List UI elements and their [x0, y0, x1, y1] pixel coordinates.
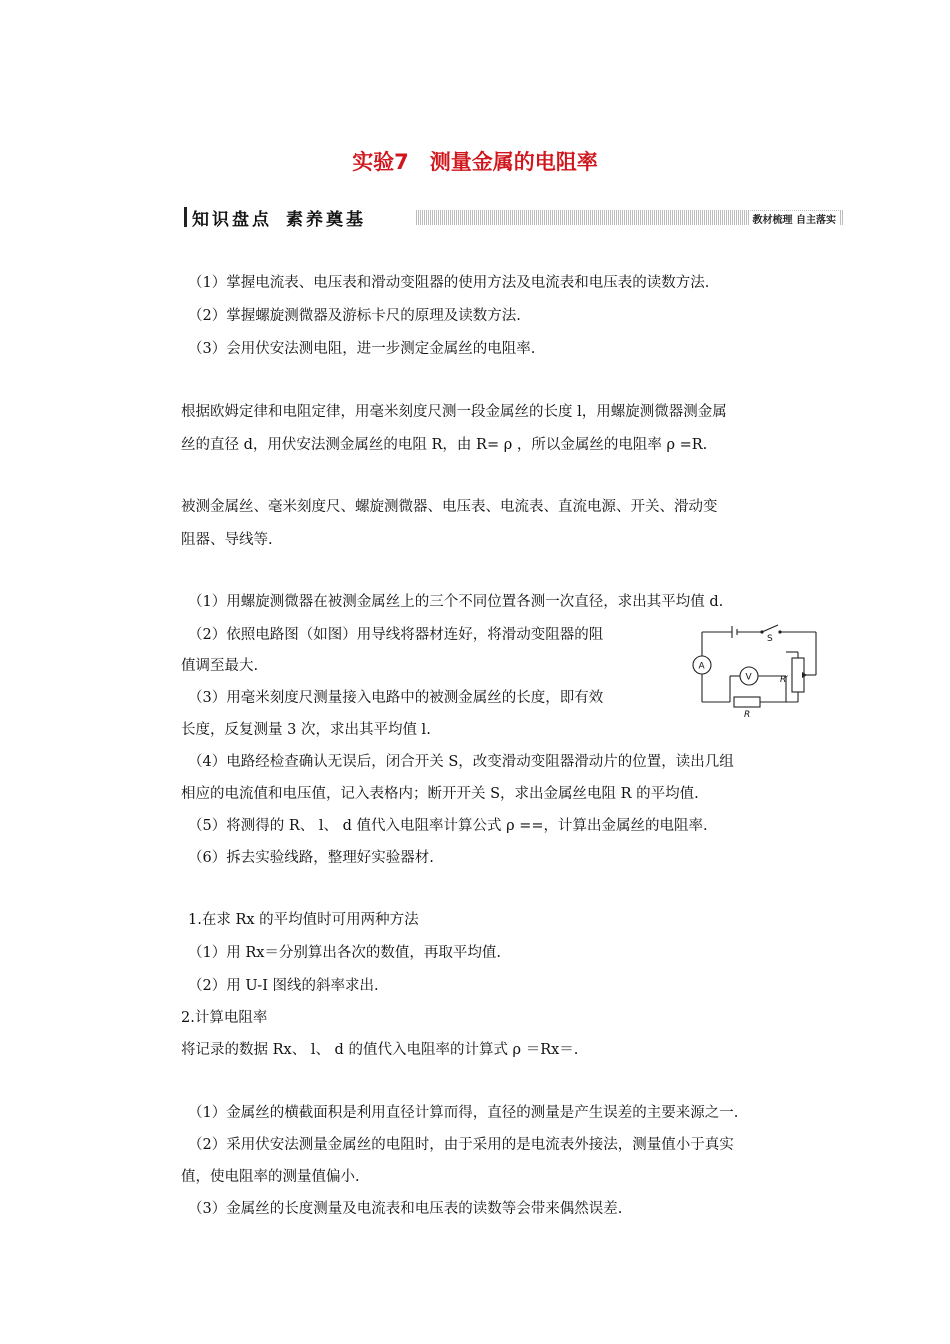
- page-title: 实验7 测量金属的电阻率: [352, 150, 598, 174]
- step-line: 值调至最大.: [181, 658, 259, 674]
- equipment-line: 阻器、导线等.: [181, 532, 273, 548]
- objective-line: （1）掌握电流表、电压表和滑动变阻器的使用方法及电流表和电压表的读数方法.: [188, 275, 710, 291]
- processing-line: （2）用 U-I 图线的斜率求出.: [188, 978, 379, 994]
- switch-label: S: [767, 634, 773, 644]
- error-line: （2）采用伏安法测量金属丝的电阻时，由于采用的是电流表外接法，测量值小于真实: [188, 1137, 734, 1153]
- principle-line: 丝的直径 d，用伏安法测金属丝的电阻 R，由 R= ρ ，所以金属丝的电阻率 ρ =R.: [181, 437, 708, 453]
- rheostat-label: R′: [780, 675, 789, 685]
- error-line: （1）金属丝的横截面积是利用直径计算而得，直径的测量是产生误差的主要来源之一.: [188, 1105, 739, 1121]
- processing-line: 1.在求 Rx 的平均值时可用两种方法: [188, 912, 419, 928]
- banner-tag: 教材梳理 自主落实: [749, 211, 840, 226]
- switch-contact: [760, 630, 763, 633]
- resistor-label: R: [744, 710, 751, 720]
- step-line: 长度，反复测量 3 次，求出其平均值 l.: [181, 722, 431, 738]
- processing-line: 2.计算电阻率: [181, 1010, 268, 1026]
- error-line: 值，使电阻率的测量值偏小.: [181, 1169, 360, 1185]
- step-line: （2）依照电路图（如图）用导线将器材连好，将滑动变阻器的阻: [188, 627, 604, 643]
- ammeter-label: A: [698, 661, 705, 672]
- switch-contact: [778, 630, 781, 633]
- principle-line: 根据欧姆定律和电阻定律，用毫米刻度尺测一段金属丝的长度 l，用螺旋测微器测金属: [181, 404, 727, 420]
- banner-bar: [184, 207, 187, 227]
- step-line: （4）电路经检查确认无误后，闭合开关 S，改变滑动变阻器滑动片的位置，读出几组: [188, 754, 734, 770]
- resistor-symbol: [734, 697, 760, 707]
- step-line: （3）用毫米刻度尺测量接入电路中的被测金属丝的长度，即有效: [188, 690, 604, 706]
- banner-part2: 素养奠基: [286, 210, 366, 230]
- step-line: （5）将测得的 R、 l、 d 值代入电阻率计算公式 ρ ==，计算出金属丝的电阻率.: [188, 818, 708, 834]
- banner-part1: 知识盘点: [192, 210, 272, 230]
- equipment-line: 被测金属丝、毫米刻度尺、螺旋测微器、电压表、电流表、直流电源、开关、滑动变: [181, 499, 718, 515]
- step-line: （1）用螺旋测微器在被测金属丝上的三个不同位置各测一次直径，求出其平均值 d.: [188, 594, 724, 610]
- objective-line: （3）会用伏安法测电阻，进一步测定金属丝的电阻率.: [188, 341, 536, 357]
- step-line: 相应的电流值和电压值，记入表格内；断开开关 S，求出金属丝电阻 R 的平均值.: [181, 786, 699, 802]
- voltmeter-label: V: [745, 672, 752, 683]
- section-banner: [184, 205, 844, 229]
- processing-line: （1）用 Rx＝分别算出各次的数值，再取平均值.: [188, 945, 502, 961]
- objective-line: （2）掌握螺旋测微器及游标卡尺的原理及读数方法.: [188, 308, 521, 324]
- banner-heading: [192, 205, 366, 230]
- circuit-diagram: [690, 620, 825, 720]
- error-line: （3）金属丝的长度测量及电流表和电压表的读数等会带来偶然误差.: [188, 1201, 623, 1217]
- switch-blade: [762, 625, 778, 632]
- step-line: （6）拆去实验线路，整理好实验器材.: [188, 850, 434, 866]
- processing-line: 将记录的数据 Rx、 l、 d 的值代入电阻率的计算式 ρ ＝Rx＝.: [181, 1042, 579, 1058]
